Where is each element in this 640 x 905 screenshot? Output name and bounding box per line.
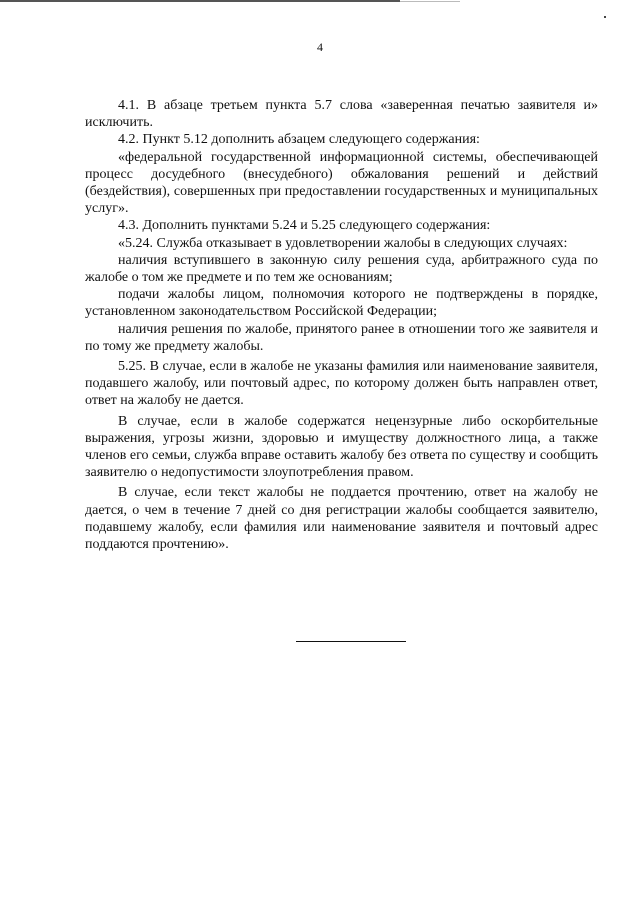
paragraph-5-25: 5.25. В случае, если в жалобе не указаны фамилия или наименование заявителя, подавшего жалобу, или почтовый адрес, по которому должен быть направлен ответ, ответ на жалобу не дается. bbox=[85, 359, 598, 409]
paragraph-4-2: 4.2. Пункт 5.12 дополнить абзацем следующего содержания: bbox=[118, 132, 480, 148]
paragraph-court-decision: наличия вступившего в законную силу решения суда, арбитражного суда по жалобе о том же предмете и по тем же основаниям; bbox=[85, 252, 598, 286]
paragraph-unreadable-text: В случае, если текст жалобы не поддается прочтению, ответ на жалобу не дается, о чем в течение 7 дней со дня регистрации жалобы сообщается заявителю, подавшему жалобу, если фамилия или наименование заявителя и почтовый адрес поддаются прочтению». bbox=[85, 485, 598, 553]
paragraph-unauthorized-person: подачи жалобы лицом, полномочия которого не подтверждены в порядке, установленном законодательством Российской Федерации; bbox=[85, 287, 598, 320]
page-number: 4 bbox=[317, 40, 323, 54]
paragraph-quote-federal-system: «федеральной государственной информационной системы, обеспечивающей процесс досудебного (внесудебного) обжалования решений и действий (бездействия), совершенных при предоставлении государственных и муниципальных услуг». bbox=[85, 149, 598, 217]
paragraph-offensive-language: В случае, если в жалобе содержатся нецензурные либо оскорбительные выражения, угрозы жизни, здоровью и имуществу должностного лица, а также членов его семьи, служба вправе оставить жалобу без ответа по существу и сообщить заявителю о недопустимости злоупотребления правом. bbox=[85, 413, 598, 481]
scan-edge-line bbox=[0, 0, 400, 2]
document-body bbox=[85, 97, 598, 553]
scan-speck bbox=[604, 16, 606, 18]
scan-edge-line-faint bbox=[400, 1, 460, 2]
paragraph-5-24: «5.24. Служба отказывает в удовлетворении жалобы в следующих случаях: bbox=[118, 235, 568, 251]
end-of-document-rule bbox=[296, 641, 406, 642]
paragraph-4-3: 4.3. Дополнить пунктами 5.24 и 5.25 следующего содержания: bbox=[118, 218, 491, 234]
paragraph-prior-decision: наличия решения по жалобе, принятого ранее в отношении того же заявителя и по тому же предмету жалобы. bbox=[85, 321, 598, 354]
paragraph-4-1: 4.1. В абзаце третьем пункта 5.7 слова «заверенная печатью заявителя и» исключить. bbox=[85, 98, 598, 131]
